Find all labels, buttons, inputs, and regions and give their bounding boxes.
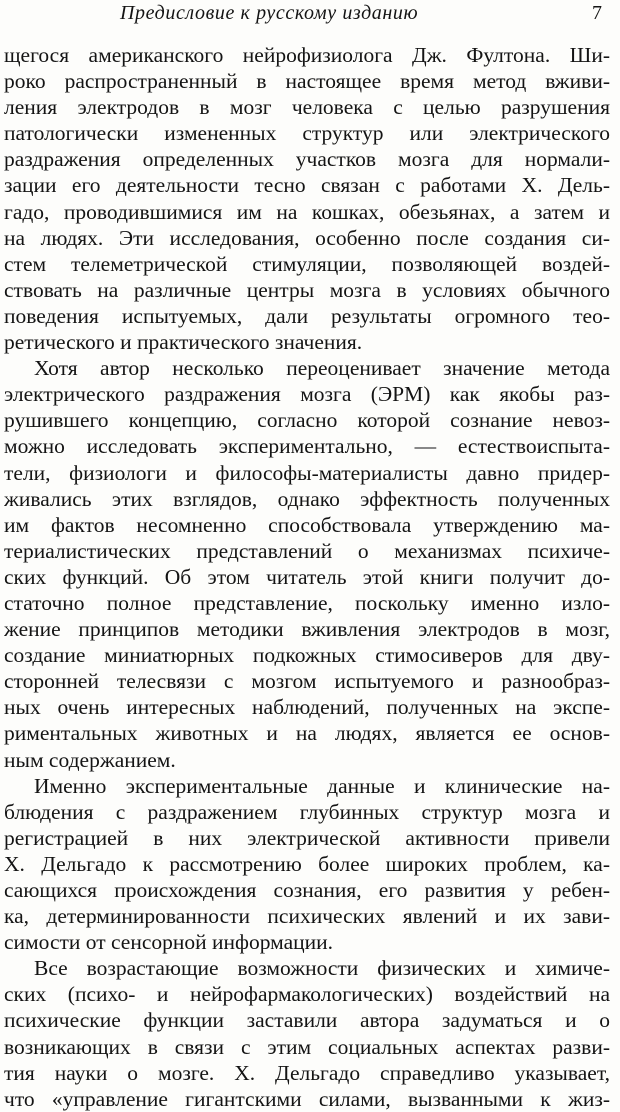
text-line: блюдения с раздражением глубинных структур мозга и <box>4 799 610 824</box>
body-text <box>4 42 610 1112</box>
text-line: симости от сенсорной информации. <box>4 930 334 955</box>
text-line: ских функций. Об этом читатель этой книги получит до- <box>4 564 610 589</box>
text-line: ретического и практического значения. <box>4 330 363 355</box>
text-line: создание миниатюрных подкожных стимосиверов для дву- <box>4 643 610 668</box>
text-line: ствовать на различные центры мозга в условиях обычного <box>4 277 610 302</box>
text-line: тели, физиологи и философы-материалисты давно придер- <box>4 460 610 485</box>
text-line: териалистических представлений о механизмах психиче- <box>4 538 610 563</box>
text-line: ских (психо- и нейрофармакологических) воздействий на <box>4 982 610 1007</box>
text-line: ления электродов в мозг человека с целью разрушения <box>4 95 610 120</box>
text-line: им фактов несомненно способствовала утверждению ма- <box>4 512 610 537</box>
text-line: можно исследовать экспериментально, — естествоиспыта- <box>4 434 610 459</box>
paragraph-first-line: Именно экспериментальные данные и клинические на- <box>34 773 610 798</box>
running-title: Предисловие к русскому изданию <box>120 2 419 24</box>
text-line: на людях. Эти исследования, особенно после создания си- <box>4 225 610 250</box>
text-line: патологически измененных структур или электрического <box>4 121 610 146</box>
text-line: регистрацией в них электрической активности привели <box>4 825 610 850</box>
text-line: электрического раздражения мозга (ЭРМ) как якобы раз- <box>4 382 610 407</box>
text-line: роко распространенный в настоящее время метод вживи- <box>4 69 610 94</box>
text-line: раздражения определенных участков мозга для нормали- <box>4 147 610 172</box>
text-line: сторонней телесвязи с мозгом испытуемого и разнообраз- <box>4 669 610 694</box>
text-line: статочно полное представление, поскольку именно изло- <box>4 590 610 615</box>
text-line: живались этих взглядов, однако эффектность полученных <box>4 486 610 511</box>
paragraph-first-line: Все возрастающие возможности физических и химиче- <box>34 956 610 981</box>
text-line: риментальных животных и на людях, является ее основ- <box>4 721 610 746</box>
text-line: стем телеметрической стимуляции, позволяющей воздей- <box>4 251 610 276</box>
text-line: гадо, проводившимися им на кошках, обезьянах, а затем и <box>4 199 610 224</box>
text-line: сающихся происхождения сознания, его развития у ребен- <box>4 878 610 902</box>
text-line: жение принципов методики вживления электродов в мозг, <box>4 617 610 642</box>
text-line: Х. Дельгадо к рассмотрению более широких проблем, ка- <box>4 851 610 876</box>
text-line: ным содержанием. <box>4 747 176 772</box>
text-line: ных очень интересных наблюдений, полученных на экспе- <box>4 695 610 720</box>
text-line: рушившего концепцию, согласно которой сознание невоз- <box>4 408 610 433</box>
text-line: ка, детерминированности психических явлений и их зави- <box>4 904 610 929</box>
text-line: поведения испытуемых, дали результаты огромного тео- <box>4 303 610 328</box>
text-line: психические функции заставили автора задуматься и о <box>4 1008 610 1033</box>
text-line: тия науки о мозге. Х. Дельгадо справедливо указывает, <box>4 1060 610 1085</box>
page-number: 7 <box>592 2 602 24</box>
paragraph-first-line: Хотя автор несколько переоценивает значение метода <box>34 356 610 381</box>
text-line: что «управление гигантскими силами, вызванными к жиз- <box>4 1086 610 1111</box>
text-line: возникающих в связи с этим социальных аспектах разви- <box>4 1034 610 1059</box>
text-line: зации его деятельности тесно связан с работами Х. Дель- <box>4 173 610 198</box>
text-line: щегося американского нейрофизиолога Дж. Фултона. Ши- <box>4 43 610 67</box>
